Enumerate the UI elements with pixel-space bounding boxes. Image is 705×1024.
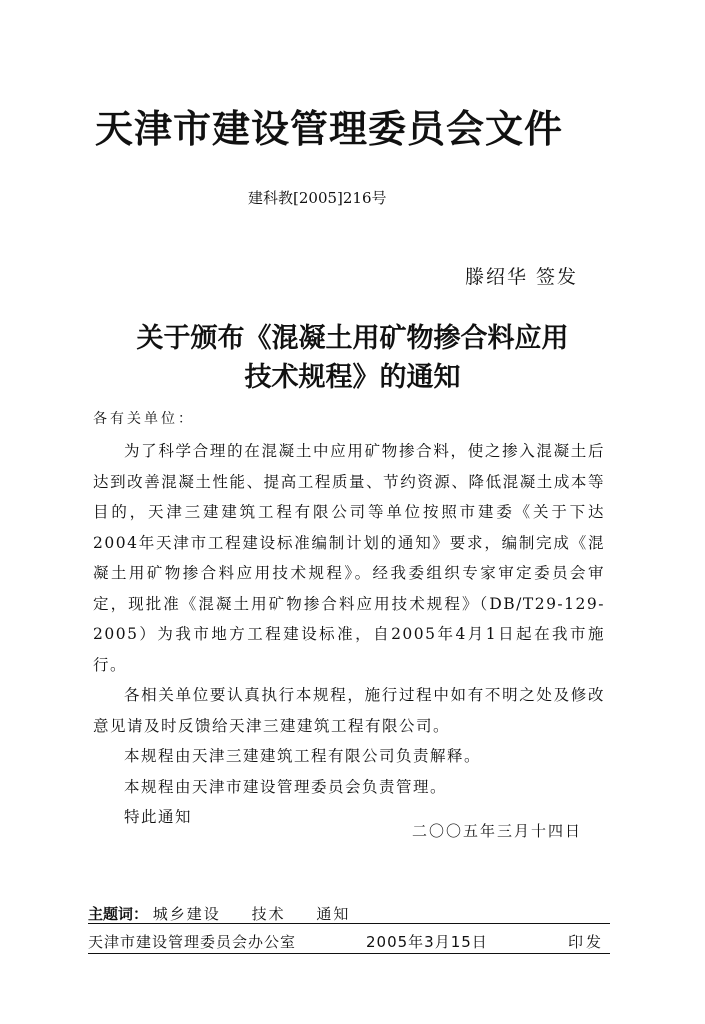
body-paragraph: 特此通知 xyxy=(124,808,193,826)
keyword: 通知 xyxy=(316,905,351,923)
body-paragraph: 本规程由天津三建建筑工程有限公司负责解释。 xyxy=(124,747,482,765)
divider-bottom xyxy=(88,953,610,954)
notice-body xyxy=(93,436,605,833)
print-date: 2005年3月15日 xyxy=(366,933,488,951)
document-number: 建科教[2005]216号 xyxy=(248,189,387,207)
body-paragraph: 本规程由天津市建设管理委员会负责管理。 xyxy=(124,777,448,796)
keyword: 技术 xyxy=(251,905,286,923)
org-title: 天津市建设管理委员会文件 xyxy=(95,106,564,151)
divider-top xyxy=(88,923,610,924)
body-paragraph: 为了科学合理的在混凝土中应用矿物掺合料，使之掺入混凝土后达到改善混凝土性能、提高工程质量、节约资源、降低混凝土成本等目的，天津三建建筑工程有限公司等单位按照市建委《关于下达2004年天津市工程建设标准编制计划的通知》要求，编制完成《混凝土用矿物掺合料应用技术规程》。经我委组织专家审定委员会审定，现批准《混凝土用矿物掺合料应用技术规程》（DB/T29-129-2005）为我市地方工程建设标准，自2005年4月1日起在我市施行。 xyxy=(93,442,605,674)
issue-date: 二〇〇五年三月十四日 xyxy=(412,822,583,840)
keywords-row xyxy=(88,903,376,924)
body-paragraph: 各相关单位要认真执行本规程，施行过程中如有不明之处及修改意见请及时反馈给天津三建建筑工程有限公司。 xyxy=(93,686,605,735)
issuing-office: 天津市建设管理委员会办公室 xyxy=(88,933,297,951)
salutation: 各有关单位： xyxy=(93,411,195,427)
signer: 滕绍华 签发 xyxy=(465,266,579,288)
keywords-label: 主题词： xyxy=(88,905,149,923)
notice-title-line-2: 技术规程》的通知 xyxy=(244,362,461,393)
keyword: 城乡建设 xyxy=(152,905,221,923)
notice-title-line-1: 关于颁布《混凝土用矿物掺合料应用 xyxy=(136,323,569,354)
print-label: 印发 xyxy=(567,933,604,951)
